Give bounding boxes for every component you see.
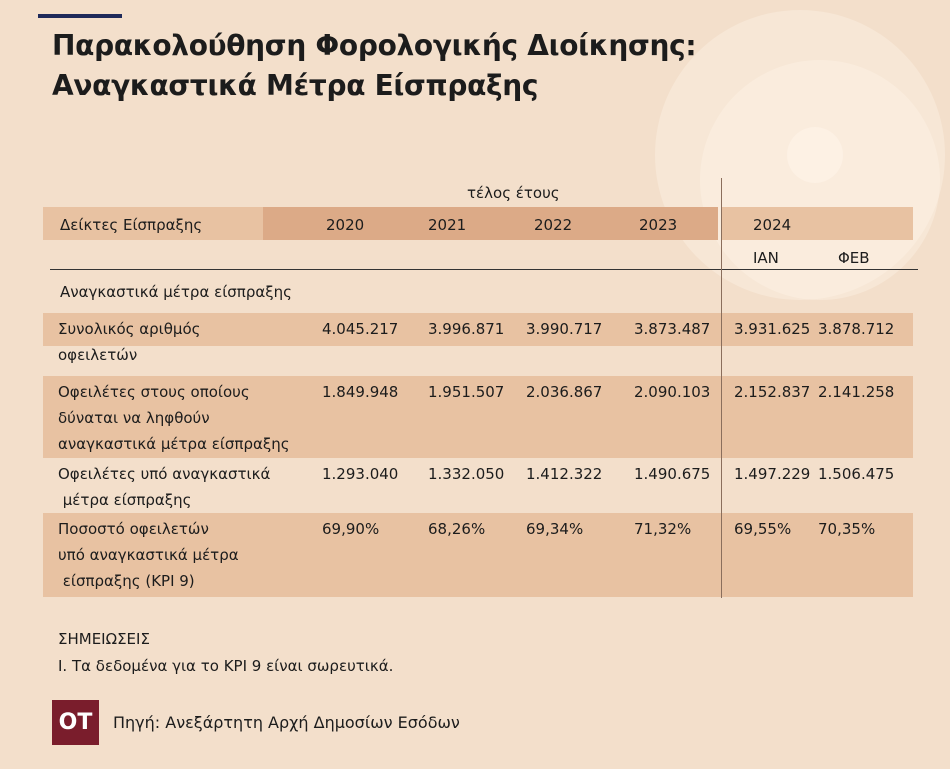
table-cell: 3.990.717 <box>526 320 603 338</box>
table-cell: 71,32% <box>634 520 692 538</box>
table-cell: 1.951.507 <box>428 383 505 401</box>
group-header: τέλος έτους <box>467 184 560 202</box>
row-label: οφειλετών <box>58 346 138 364</box>
divider <box>50 269 918 270</box>
section-label: Αναγκαστικά μέτρα είσπραξης <box>60 283 292 301</box>
row-label: μέτρα είσπραξης <box>58 491 192 509</box>
table-cell: 1.497.229 <box>734 465 811 483</box>
row-label: υπό αναγκαστικά μέτρα <box>58 546 239 564</box>
title-line-1: Παρακολούθηση Φορολογικής Διοίκησης: <box>52 29 697 62</box>
row-label: Συνολικός αριθμός <box>58 320 201 338</box>
table-cell: 2.090.103 <box>634 383 711 401</box>
table-cell: 1.293.040 <box>322 465 399 483</box>
note-1: I. Τα δεδομένα για το KPI 9 είναι σωρευτικά. <box>58 657 394 675</box>
accent-line <box>38 14 122 18</box>
title-line-2: Αναγκαστικά Μέτρα Είσπραξης <box>52 69 539 102</box>
table-cell: 3.878.712 <box>818 320 895 338</box>
table-cell: 1.412.322 <box>526 465 603 483</box>
subcol-feb: ΦΕΒ <box>838 249 870 267</box>
table-cell: 69,55% <box>734 520 792 538</box>
decorative-circle <box>787 127 843 183</box>
table-cell: 2.152.837 <box>734 383 811 401</box>
table-cell: 1.506.475 <box>818 465 895 483</box>
col-2022: 2022 <box>534 216 573 234</box>
row-label: Οφειλέτες στους οποίους <box>58 383 250 401</box>
col-2020: 2020 <box>326 216 365 234</box>
row-header: Δείκτες Είσπραξης <box>60 216 203 234</box>
row-label: Οφειλέτες υπό αναγκαστικά <box>58 465 271 483</box>
col-2021: 2021 <box>428 216 467 234</box>
subcol-jan: ΙΑΝ <box>753 249 779 267</box>
table-cell: 3.931.625 <box>734 320 811 338</box>
table-cell: 2.141.258 <box>818 383 895 401</box>
table-cell: 69,90% <box>322 520 380 538</box>
notes-title: ΣΗΜΕΙΩΣΕΙΣ <box>58 630 150 648</box>
table-cell: 1.490.675 <box>634 465 711 483</box>
col-2024: 2024 <box>753 216 792 234</box>
header-band-2024 <box>722 207 913 240</box>
table-cell: 68,26% <box>428 520 486 538</box>
table-cell: 2.036.867 <box>526 383 603 401</box>
row-label: είσπραξης (KPI 9) <box>58 572 195 590</box>
table-cell: 69,34% <box>526 520 584 538</box>
source: Πηγή: Ανεξάρτητη Αρχή Δημοσίων Εσόδων <box>113 713 460 732</box>
row-label: δύναται να ληφθούν <box>58 409 210 427</box>
row-label: αναγκαστικά μέτρα είσπραξης <box>58 435 290 453</box>
table-cell: 4.045.217 <box>322 320 399 338</box>
vertical-divider <box>721 178 722 598</box>
row-label: Ποσοστό οφειλετών <box>58 520 209 538</box>
col-2023: 2023 <box>639 216 678 234</box>
table-cell: 70,35% <box>818 520 876 538</box>
table-cell: 3.873.487 <box>634 320 711 338</box>
page-title <box>52 26 696 106</box>
table-cell: 1.332.050 <box>428 465 505 483</box>
ot-logo: OT <box>52 700 99 745</box>
table-cell: 3.996.871 <box>428 320 505 338</box>
table-cell: 1.849.948 <box>322 383 399 401</box>
